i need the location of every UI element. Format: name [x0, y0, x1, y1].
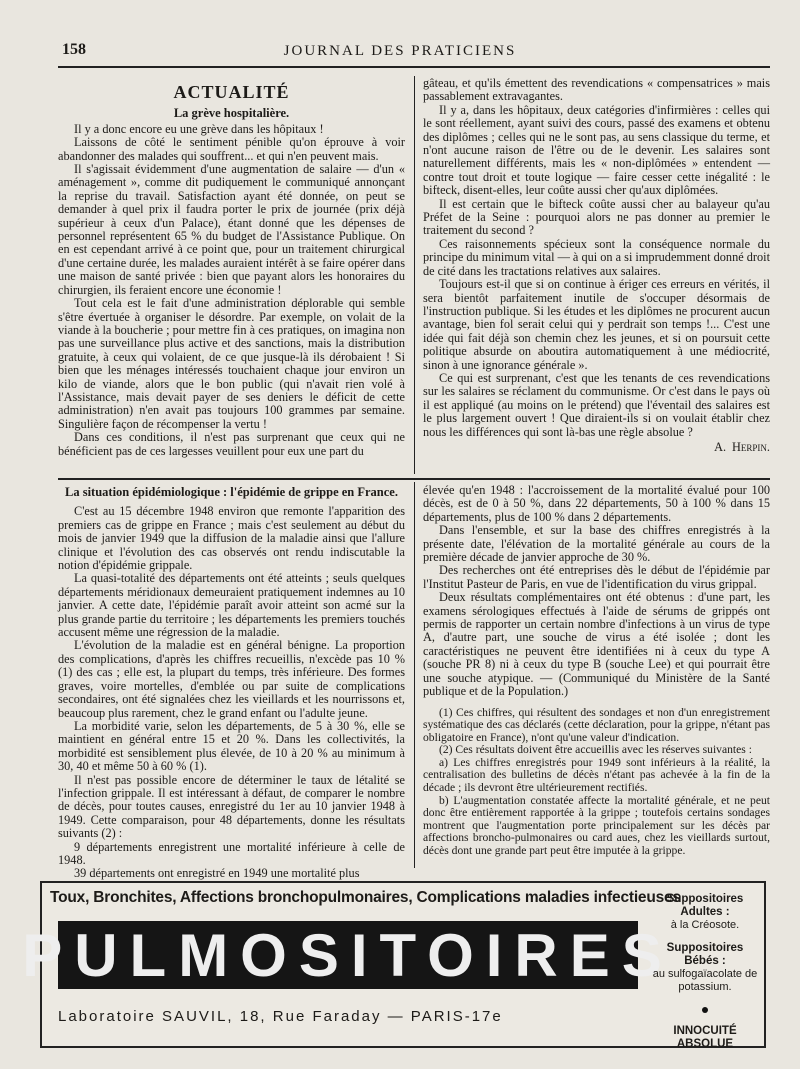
column-divider: [414, 482, 415, 868]
paragraph: Des recherches ont été entreprises dès le début de l'épidémie par l'Institut Pasteur de Paris, en vue de l'identification du virus grippal.: [423, 563, 770, 591]
footnotes: [423, 707, 770, 858]
footnote: (2) Ces résultats doivent être accueillis avec les réserves suivantes :: [439, 743, 752, 757]
safety-claim: INNOCUITÉ ABSOLUE: [673, 1025, 737, 1050]
article-subtitle: La grève hospitalière.: [173, 106, 290, 121]
paragraph: Laissons de côté le sentiment pénible qu'on éprouve à voir abandonner des malades qui souffrent... et qui n'en peuvent mais.: [58, 135, 405, 163]
paragraph: Dans ces conditions, il n'est pas surprenant que ceux qui ne bénéficient pas de ces largesses veuillent pour eux une part du: [58, 430, 405, 458]
paragraph: Dans l'ensemble, et sur la base des chiffres enregistrés à la présente date, l'élévation de la mortalité générale au cours de la première décade de janvier approche de 30 %.: [423, 523, 770, 565]
footnote: (1) Ces chiffres, qui résultent des sondages et non d'un enregistrement systématique des cas déclarés (cette déclaration, pour la grippe, n'étant pas obligatoire en France), n'ont qu'une valeur d'indication.: [423, 705, 770, 744]
paragraph: C'est au 15 décembre 1948 environ que remonte l'apparition des premiers cas de grippe en France ; mais c'est seulement au début du mois de janvier 1949 que la diffusion de la maladie ainsi que l'allure clinique et l'évolution des cas observés ont rendu indiscutable la notion d'épidémie grippale.: [58, 504, 405, 573]
paragraph: 39 départements ont enregistré en 1949 une mortalité plus: [74, 866, 360, 881]
header-rule: [58, 66, 770, 68]
footnote: b) L'augmentation constatée affecte la mortalité générale, et ne peut donc être entièrement rapportée à la grippe ; toutefois certains sondages montrent que l'augmentation porte principalement sur les décès par affections broncho-pulmonaires ou card aues, chez les vieillards surtout, décès dont une grande part peut être imputée à la grippe.: [423, 793, 770, 858]
epidemie-title: La situation épidémiologique : l'épidémie de grippe en France.: [65, 485, 398, 499]
paragraph: Il y a, dans les hôpitaux, deux catégories d'infirmières : celles qui le sont réellement, ayant suivi des cours, passé des examens et obtenu des diplômes ; celles qui ne le sont pas, au sens classique du terme, et n'ont aucune raison de l'être ou de le devenir. Les salaires sont naturellement différents, mais les « non-diplômées » entendent — contre tout droit et toute logique — faire cesser cette inégalité : le bifteck, disent-elles, leur coûte aussi cher qu'aux diplômées.: [423, 102, 770, 198]
paragraph: L'évolution de la maladie est en général bénigne. La proportion des complications, d'après les chiffres recueillis, n'excède pas 10 % (1) des cas ; elle est, la plupart du temps, très inférieure. Des formes graves, voire mortelles, d'emblée ou par suite de complications secondaires, ont été signalées chez les vieillards et les nourrissons et, beaucoup plus rarement, chez le grand enfant ou l'adulte jeune.: [58, 638, 405, 720]
paragraph: Ces raisonnements spécieux sont la conséquence normale du principe du minimum vital — à qui on a si imprudemment donné droit de cité dans les tractations relatives aux salaires.: [423, 236, 770, 278]
section-rule: [58, 478, 770, 480]
bullet-icon: [702, 1007, 708, 1013]
epidemie-left-column: [58, 486, 405, 881]
ad-headline: Toux, Bronchites, Affections bronchopulmonaires, Complications maladies infectieuses: [50, 889, 681, 906]
paragraph: 9 départements enregistrent une mortalité inférieure à celle de 1948.: [58, 839, 405, 867]
ad-address: Laboratoire SAUVIL, 18, Rue Faraday — PARIS-17e: [58, 1008, 503, 1025]
paragraph: élevée qu'en 1948 : l'accroissement de la mortalité évalué pour 100 décès, est de 0 à 50 %, dans 22 départements, 50 à 100 % dans 15 départements, plus de 100 % dans 2 départements.: [423, 483, 770, 524]
signature-name: Herpin.: [732, 439, 770, 454]
advertisement: [22, 881, 766, 1050]
actualite-left-column: [58, 80, 405, 458]
paragraph: gâteau, et qu'ils émettent des revendications « compensatrices » mais passablement extravagantes.: [423, 76, 770, 104]
adults-text: à la Créosote.: [670, 919, 740, 931]
paragraph: Tout cela est le fait d'une administration déplorable qui semble s'être évertuée à organiser le désordre. Par exemple, on volait de la viande à la boucherie ; pour mettre fin à ces pratiques, on imagina non pas une surveillance plus active et des sanctions, mais la distribution gratuite, à ceux qui volaient, de ce que jusque-là ils dérobaient ! Si bien que les ménages intéressés touchaient chaque jour environ un kilo de viande, alors que le bon public (qui n'avait rien volé à l'Assistance, mais devait payer de ses deniers le déficit de cette administration) n'en avait pas toujours 100 grammes par semaine. Singulière façon de récompenser la vertu !: [58, 296, 405, 431]
signature-initial: A.: [714, 439, 727, 454]
actualite-right-column: [423, 77, 770, 454]
paragraph: Il y a donc encore eu une grève dans les hôpitaux !: [74, 121, 324, 136]
ad-product-info: [650, 893, 760, 1051]
adults-title: Suppositoires Adultes :: [666, 893, 744, 918]
babies-text: au sulfogaïacolate de potassium.: [652, 968, 758, 993]
section-title: ACTUALITÉ: [173, 82, 290, 102]
babies-title: Suppositoires Bébés :: [666, 942, 744, 967]
paragraph: Il n'est pas possible encore de déterminer le taux de létalité se l'infection grippale. Il est intéressant à défaut, de comparer le nombre de décès, pour toutes causes, enregistré du 1er au 10 janvier 1948 à 1949. Cette comparaison, pour 48 départements, donne les résultats suivants (2) :: [58, 772, 405, 841]
footnote: a) Les chiffres enregistrés pour 1949 sont inférieurs à la réalité, la centralisation des bulletins de décès n'étant pas achevée à la fin de la décade ; ils devront être ultérieurement rectifiés.: [423, 755, 770, 795]
column-divider: [414, 76, 415, 474]
paragraph: Toujours est-il que si on continue à ériger ces erreurs en vérités, il sera bientôt parfaitement inutile de s'occuper désormais de l'instruction publique. Si les études et les diplômes ne procurent aucun avantage, bien fol serait celui qui y perdrait son temps !... C'est une idée qui fait déjà son chemin chez les jeunes, et si on poursuit cette politique absurde on aboutira automatiquement à une médiocrité, sinon à une ignorance générale ».: [423, 277, 770, 372]
page-number: 158: [62, 41, 86, 58]
paragraph: Ce qui est surprenant, c'est que les tenants de ces revendications sur les salaires se réclament du communisme. Or c'est dans le pays où il est appliqué (au moins on le prétend) que l'éventail des salaires est le plus largement ouvert ! Que diraient-ils si on voulait établir chez nous les différences qui sont là-bas une règle absolue ?: [423, 370, 770, 439]
signature: [423, 441, 770, 454]
paragraph: La morbidité varie, selon les départements, de 5 à 30 %, elle se maintient en général entre 15 et 20 %. Dans les collectivités, la morbidité est sensiblement plus élevée, de 10 à 20 % au minimum à 30, 40 et même 50 à 60 % (1).: [58, 718, 405, 774]
paragraph: La quasi-totalité des départements ont été atteints ; seuls quelques départements méridionaux demeuraient pratiquement indemnes au 10 janvier. A cette date, l'épidémie paraît avoir atteint son acmé sur la plus grande partie du territoire ; les départements les premiers touchés accusent même une régression de la maladie.: [58, 571, 405, 640]
epidemie-right-column: [423, 484, 770, 858]
paragraph: Il est certain que le bifteck coûte aussi cher au balayeur qu'au Préfet de la Seine : pourquoi alors ne pas donner au premier le traitement du second ?: [423, 196, 770, 238]
paragraph: Deux résultats complémentaires ont été obtenus : d'une part, les examens sérologiques effectués à l'aide de sérums de grippés ont permis de rapporter un certain nombre d'infections à un virus de type A, d'autre part, une souche de virus a été isolée ; dont les caractéristiques ne peuvent être identifiées ni à ceux du type A (souche PR 8) ni à ceux du type B (souche Lee) et qui pourrait être une souche atypique. — (Communiqué du Ministère de la Santé publique et de la Population.): [423, 590, 770, 699]
journal-title: JOURNAL DES PRATICIENS: [283, 43, 517, 59]
paragraph: Il s'agissait évidemment d'une augmentation de salaire — d'un « aménagement », comme dit pudiquement le communiqué annonçant la reprise du travail. Satisfaction ayant été donnée, on peut se demander à quel prix il faudra porter le prix de journée (prix déjà supérieur à ceux d'un Palace), étant donné que les dépenses de personnel représentent 65 % du budget de l'Assistance Publique. On en est cependant arrivé à ce point que, pour un traitement chirurgical d'une certaine durée, les malades auraient intérêt à se faire opérer dans une maison de santé privée : bien que payant alors les honoraires du chirurgien, ils feraient encore une économie !: [58, 162, 405, 297]
ad-brand: PULMOSITOIRES: [22, 921, 674, 989]
